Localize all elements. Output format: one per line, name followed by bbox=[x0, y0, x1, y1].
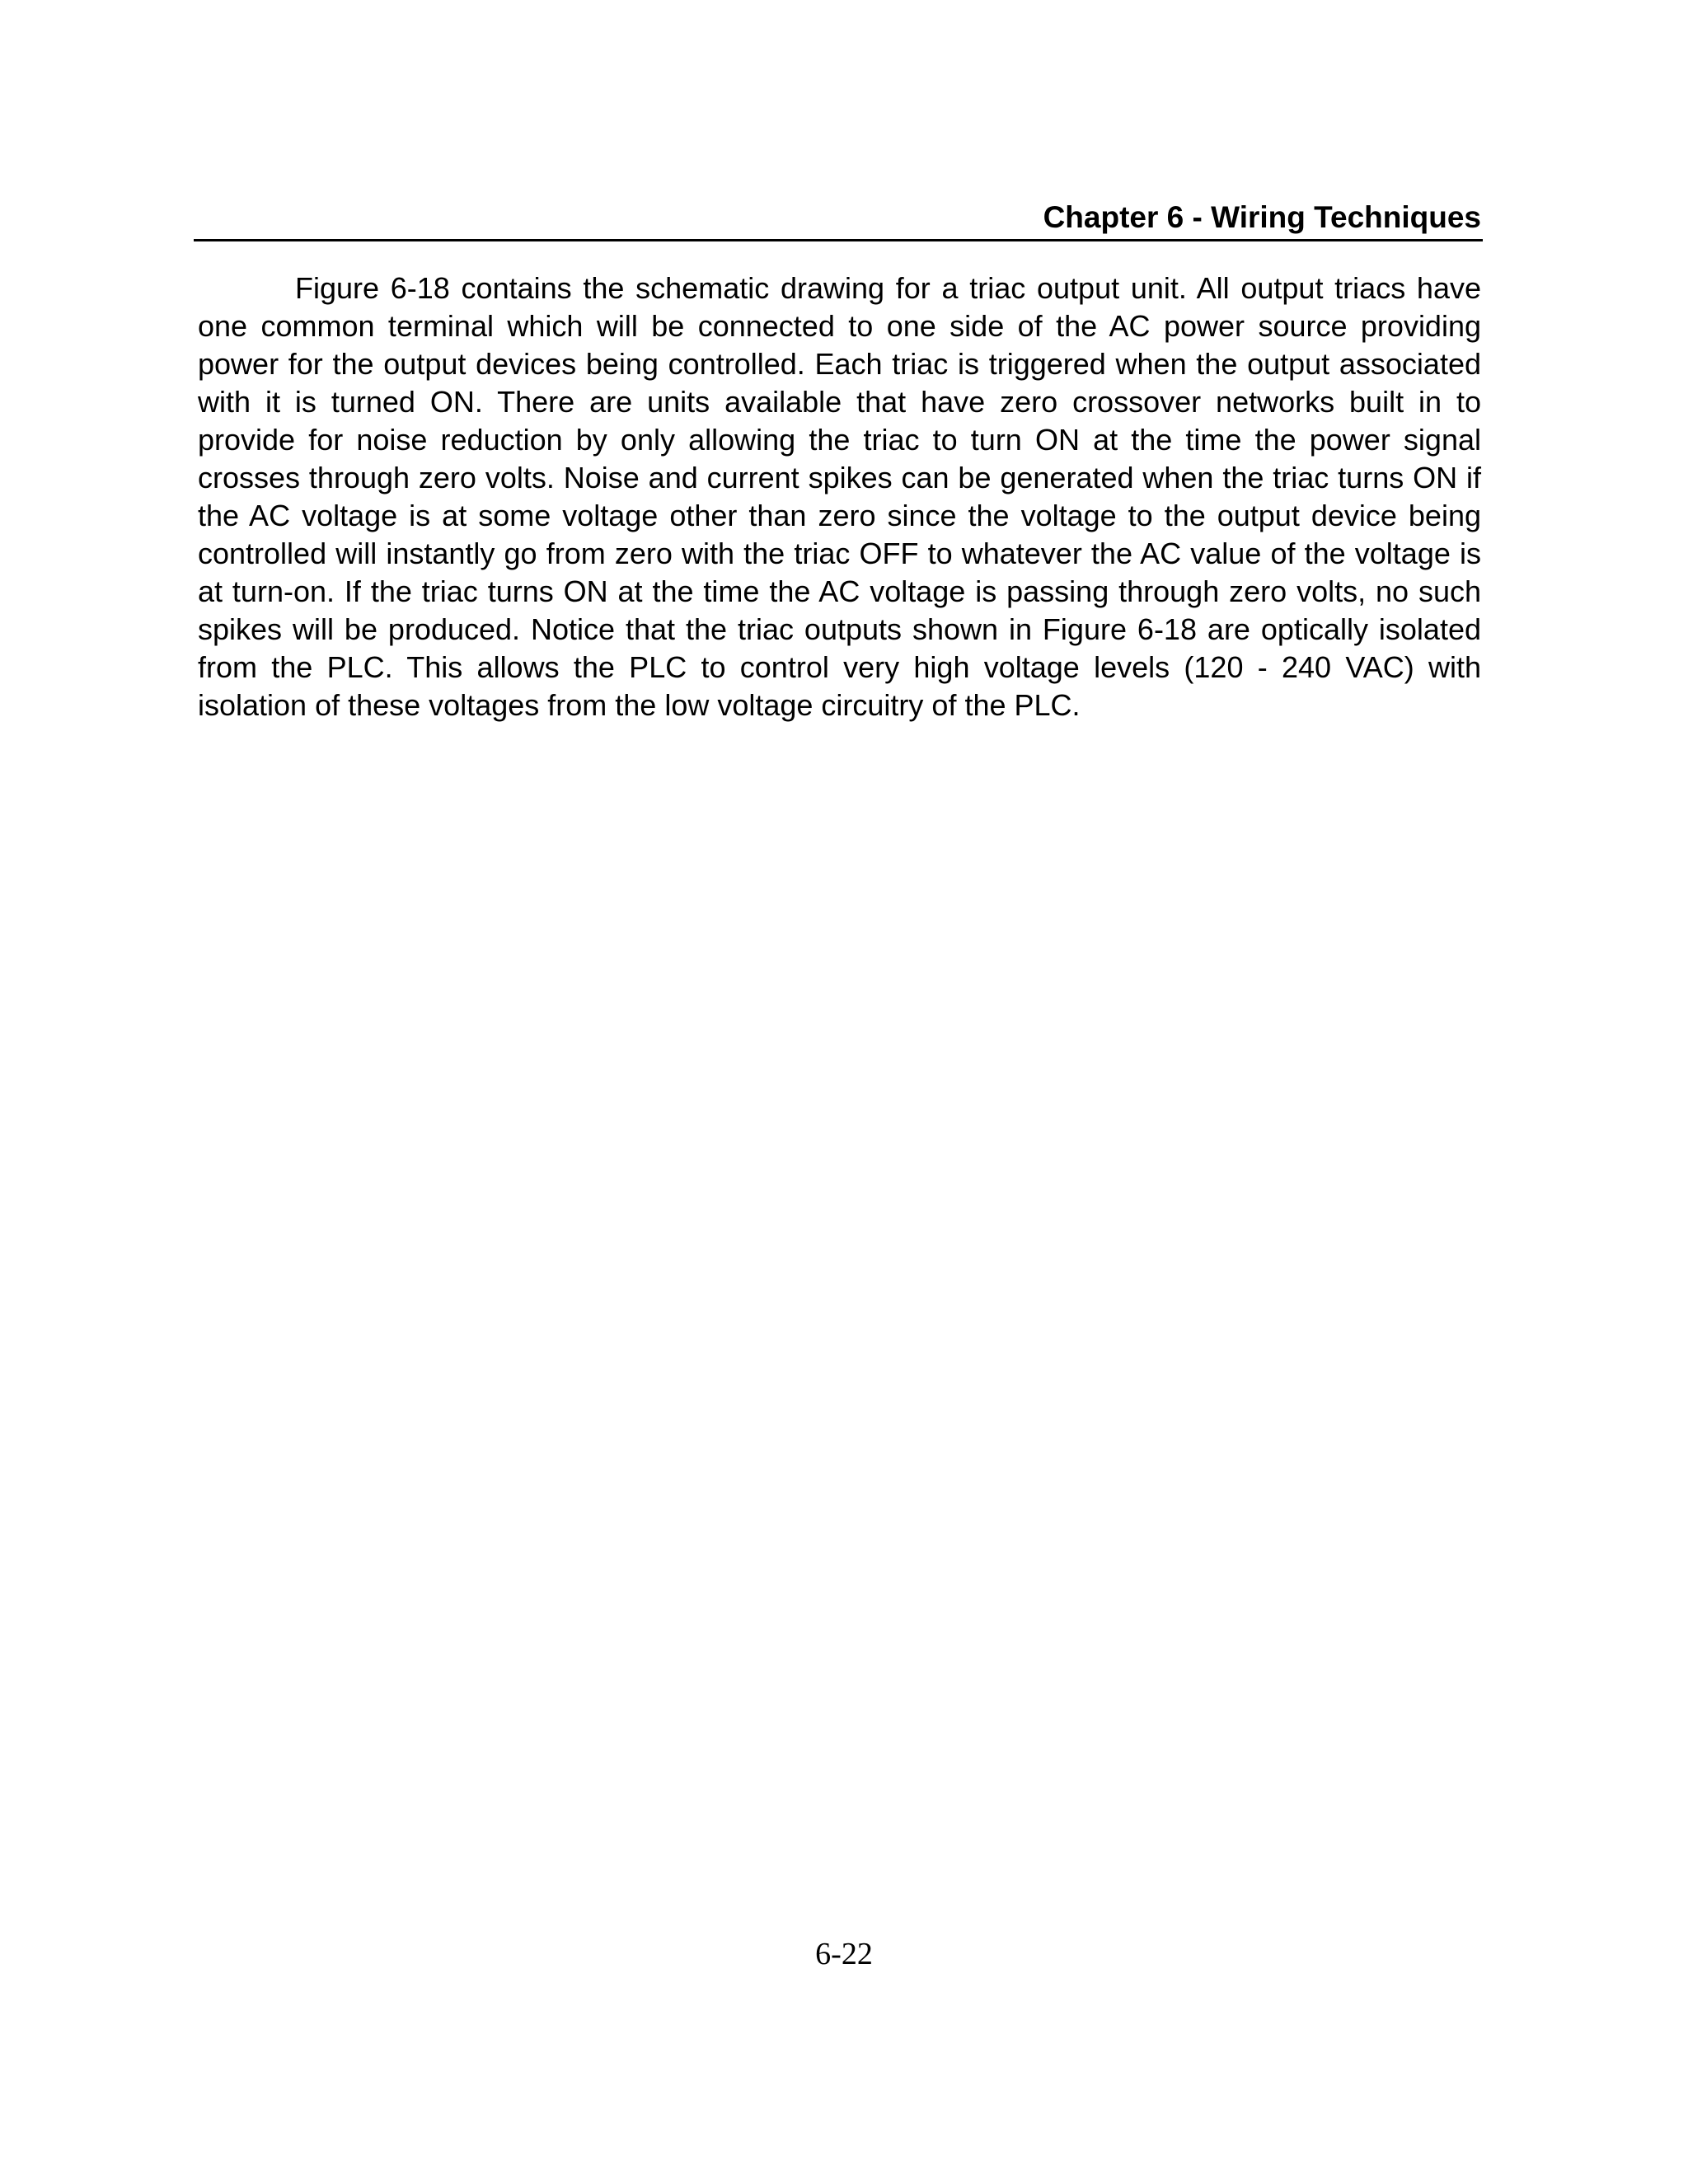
header-rule bbox=[194, 239, 1483, 241]
page-number: 6-22 bbox=[815, 1937, 873, 1971]
chapter-header: Chapter 6 - Wiring Techniques bbox=[1043, 200, 1481, 234]
body-paragraph: Figure 6-18 contains the schematic drawing for a triac output unit. All output triacs have one common terminal which will be connected to one side of the AC power source providing power for the output devices being controlled. Each triac is triggered when the output associated with it is turned ON. There are units available that have zero crossover networks built in to provide for noise reduction by only allowing the triac to turn ON at the time the power signal crosses through zero volts. Noise and current spikes can be generated when the triac turns ON if the AC voltage is at some voltage other than zero since the voltage to the output device being controlled will instantly go from zero with the triac OFF to whatever the AC value of the voltage is at turn-on. If the triac turns ON at the time the AC voltage is passing through zero volts, no such spikes will be produced. Notice that the triac outputs shown in Figure 6-18 are optically isolated from the PLC. This allows the PLC to control very high voltage levels (120 - 240 VAC) with isolation of these voltages from the low voltage circuitry of the PLC. bbox=[198, 271, 1481, 722]
